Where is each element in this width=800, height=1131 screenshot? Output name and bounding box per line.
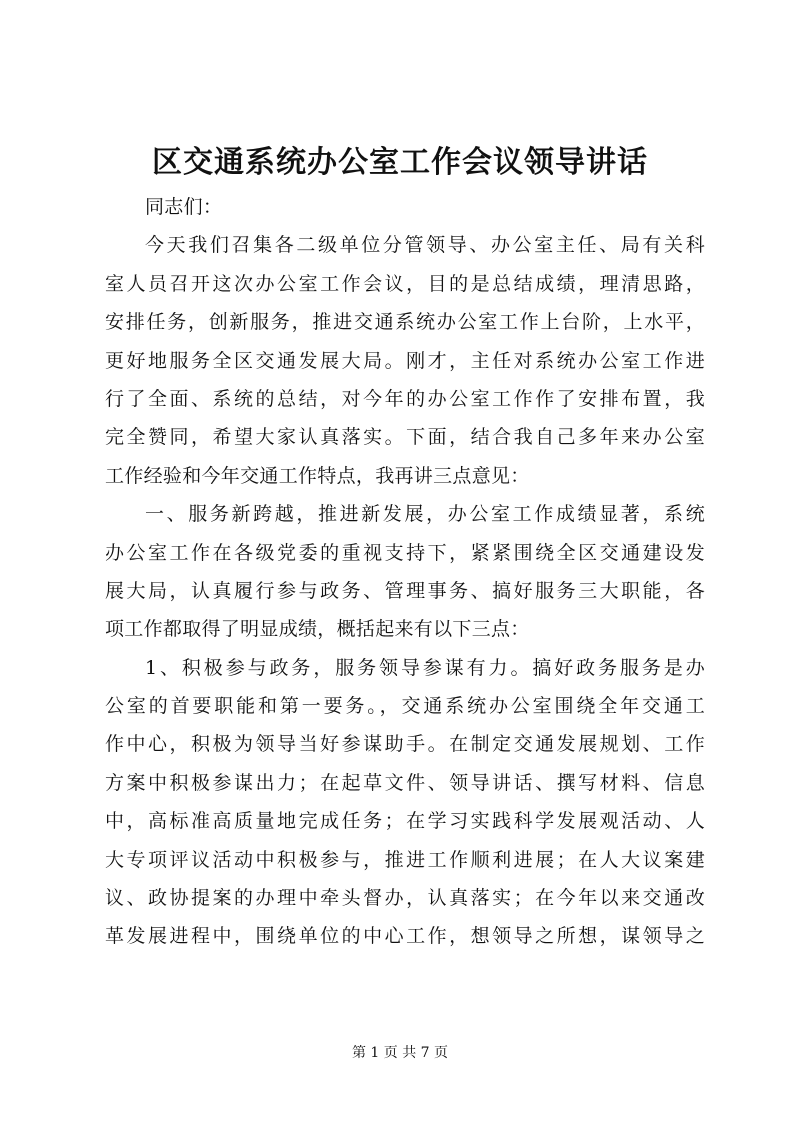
paragraph-line: 今天我们召集各二级单位分管领导、办公室主任、局有关科 <box>145 234 705 257</box>
paragraph-line: 大专项评议活动中积极参与，推进工作顺利进展；在人大议案建 <box>105 848 705 871</box>
document-body <box>105 188 705 956</box>
paragraph-line: 公室的首要职能和第一要务。，交通系统办公室围绕全年交通工 <box>105 695 705 718</box>
paragraph-line: 作中心，积极为领导当好参谋助手。在制定交通发展规划、工作 <box>105 733 705 756</box>
paragraph-line: 展大局，认真履行参与政务、管理事务、搞好服务三大职能，各 <box>105 579 705 602</box>
paragraph-line: 安排任务，创新服务，推进交通系统办公室工作上台阶，上水平， <box>105 311 705 334</box>
paragraph-line: 室人员召开这次办公室工作会议，目的是总结成绩，理清思路， <box>105 272 705 295</box>
paragraph-line: 方案中积极参谋出力；在起草文件、领导讲话、撰写材料、信息 <box>105 771 705 794</box>
document-title: 区交通系统办公室工作会议领导讲话 <box>152 145 648 180</box>
paragraph-line: 工作经验和今年交通工作特点，我再讲三点意见： <box>105 464 530 487</box>
salutation-line: 同志们： <box>145 196 223 218</box>
paragraph-line: 完全赞同，希望大家认真落实。下面，结合我自己多年来办公室 <box>105 426 705 449</box>
paragraph-line: 革发展进程中，围绕单位的中心工作，想领导之所想，谋领导之 <box>105 925 705 948</box>
page-footer: 第 1 页 共 7 页 <box>351 1045 449 1061</box>
paragraph-line: 中，高标准高质量地完成任务；在学习实践科学发展观活动、人 <box>105 810 705 833</box>
paragraph-line: 议、政协提案的办理中牵头督办，认真落实；在今年以来交通改 <box>105 887 705 910</box>
paragraph-line: 更好地服务全区交通发展大局。刚才，主任对系统办公室工作进 <box>105 349 705 372</box>
paragraph-line: 办公室工作在各级党委的重视支持下，紧紧围绕全区交通建设发 <box>105 541 705 564</box>
paragraph-line: 项工作都取得了明显成绩，概括起来有以下三点： <box>105 618 530 641</box>
paragraph-line: 行了全面、系统的总结，对今年的办公室工作作了安排布置，我 <box>105 387 705 410</box>
paragraph-line: 1、积极参与政务，服务领导参谋有力。搞好政务服务是办 <box>145 656 705 679</box>
paragraph-line: 一、服务新跨越，推进新发展，办公室工作成绩显著，系统 <box>145 503 705 526</box>
